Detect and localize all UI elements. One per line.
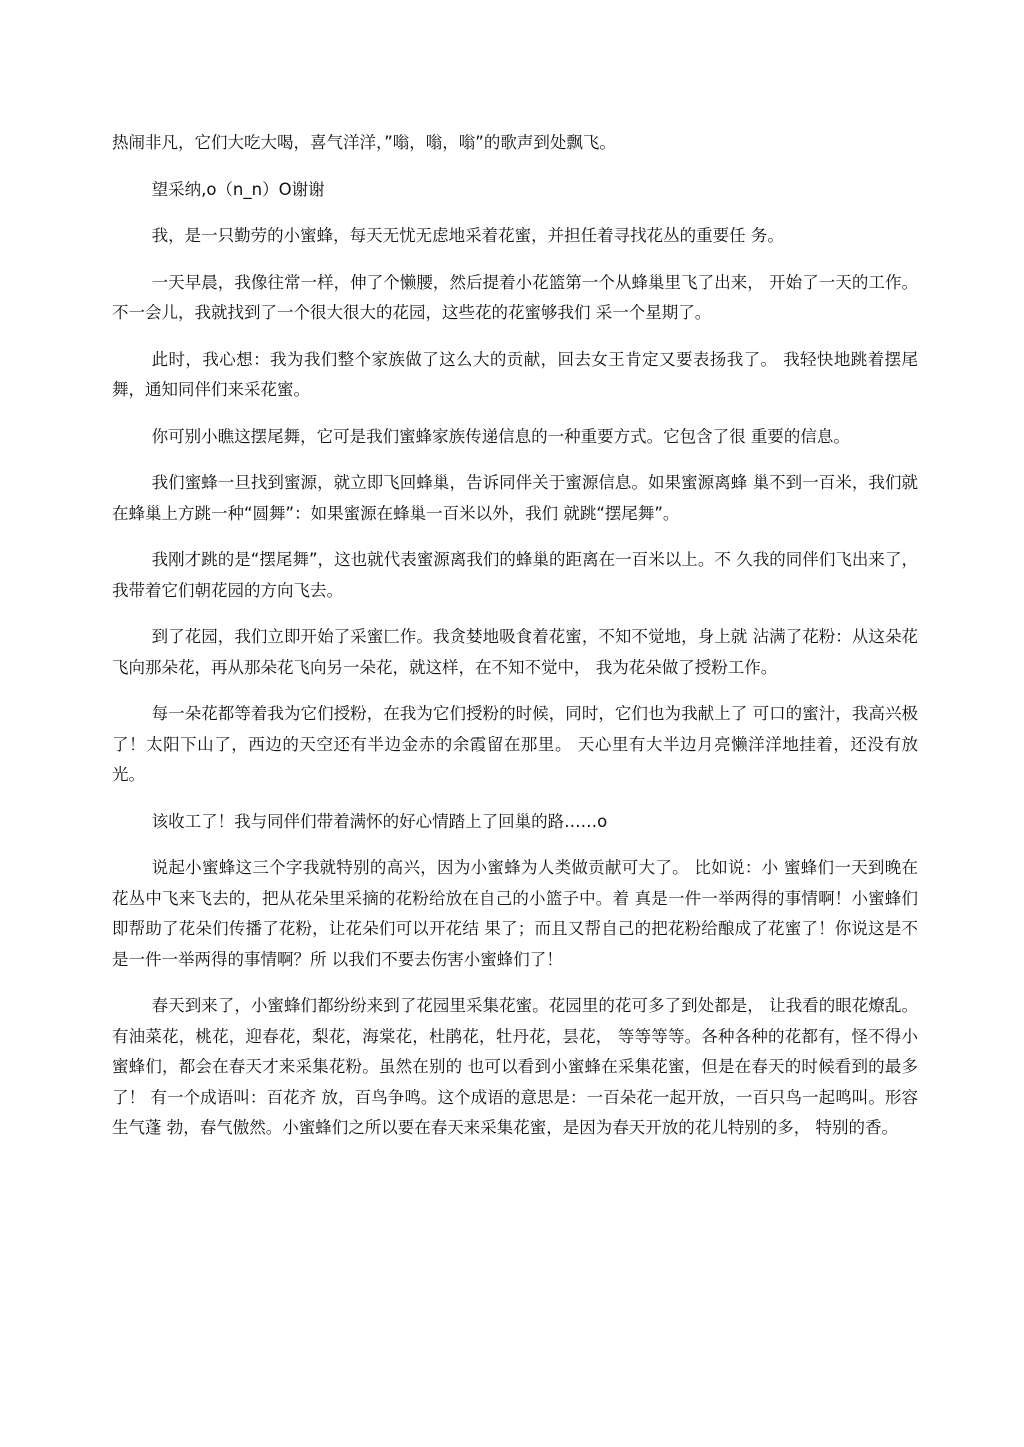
paragraph-nectar-source: 我们蜜蜂一旦找到蜜源，就立即飞回蜂巢，告诉同伴关于蜜源信息。如果蜜源离蜂 巢不到一百米，我们就在蜂巢上方跳一种“圆舞”：如果蜜源在蜂巢一百米以外，我们 就跳“摆尾舞”。 [112,473,918,523]
paragraph-thought: 此时，我心想：我为我们整个家族做了这么大的贡献，回去女王肯定又要表扬我了。 我轻快地跳着摆尾舞，通知同伴们来采花蜜。 [112,349,918,399]
paragraph-intro: 我，是一只勤劳的小蜜蜂，每天无忧无虑地采着花蜜，并担任着寻找花丛的重要任 务。 [151,226,784,245]
paragraph-sunset: 每一朵花都等着我为它们授粉，在我为它们授粉的时候，同时，它们也为我献上了 可口的蜜汁，我高兴极了！太阳下山了，西边的天空还有半边金赤的余霞留在那里。 天心里有大半边月亮懒洋洋地挂着，还没有放光。 [112,704,918,784]
paragraph-pollination: 到了花园，我们立即开始了采蜜匚作。我贪婪地吸食着花蜜，不知不觉地，身上就 沾满了花粉：从这朵花飞向那朵花，再从那朵花飞向另一朵花，就这样，在不知不觉中， 我为花朵做了授粉工作。 [112,627,918,677]
paragraph-continuation: 热闹非凡，它们大吃大喝，喜气洋洋，”嗡，嗡，嗡”的歌声到处飘飞。 [112,133,616,152]
paragraph-waggle-dance: 你可别小瞧这摆尾舞，它可是我们蜜蜂家族传递信息的一种重要方式。它包含了很 重要的信息。 [151,426,850,446]
paragraph-spring: 春天到来了，小蜜蜂们都纷纷来到了花园里采集花蜜。花园里的花可多了到处都是， 让我看的眼花燎乱。有油菜花，桃花，迎春花，梨花，海棠花，杜鹃花，牡丹花，昙花， 等等等等。各种各种的花都有，怪不得小蜜蜂们，都会在春天才来采集花粉。虽然在别的 也可以看到小蜜蜂在采集花蜜，但是在春天的时候看到的最多了！ 有一个成语叫：百花齐 放，百鸟争鸣。这个成语的意思是：一百朵花一起开放，一百只鸟一起鸣叫。形容生气蓬 勃，春气傲然。小蜜蜂们之所以要在春天来采集花蜜，是因为春天开放的花儿特别的多， 特别的香。 [112,996,918,1137]
paragraph-distance: 我刚才跳的是“摆尾舞”，这也就代表蜜源离我们的蜂巢的距离在一百米以上。不 久我的同伴们飞出来了，我带着它们朝花园的方向飞去。 [112,550,918,600]
paragraph-return: 该收工了！我与同伴们带着满怀的好心情踏上了回巢的路……o [151,811,608,831]
paragraph-thanks: 望采纳,o（n_n）O谢谢 [151,179,325,199]
paragraph-morning: 一天早晨，我像往常一样，伸了个懒腰，然后提着小花篮第一个从蜂巢里飞了出来， 开始了一天的工作。不一会儿，我就找到了一个很大很大的花园，这些花的花蜜够我们 采一个星期了。 [112,272,918,322]
paragraph-contribution: 说起小蜜蜂这三个字我就特别的高兴，因为小蜜蜂为人类做贡献可大了。 比如说：小 蜜蜂们一天到晚在花丛中飞来飞去的，把从花朵里采摘的花粉给放在自己的小篮子中。着 真是一件一举两得的事情啊！小蜜蜂们即帮助了花朵们传播了花粉，让花朵们可以开花结 果了；而且又帮自己的把花粉给酿成了花蜜了！你说这是不是一件一举两得的事情啊？所 以我们不要去伤害小蜜蜂们了！ [112,858,918,969]
document-body [112,128,918,1160]
